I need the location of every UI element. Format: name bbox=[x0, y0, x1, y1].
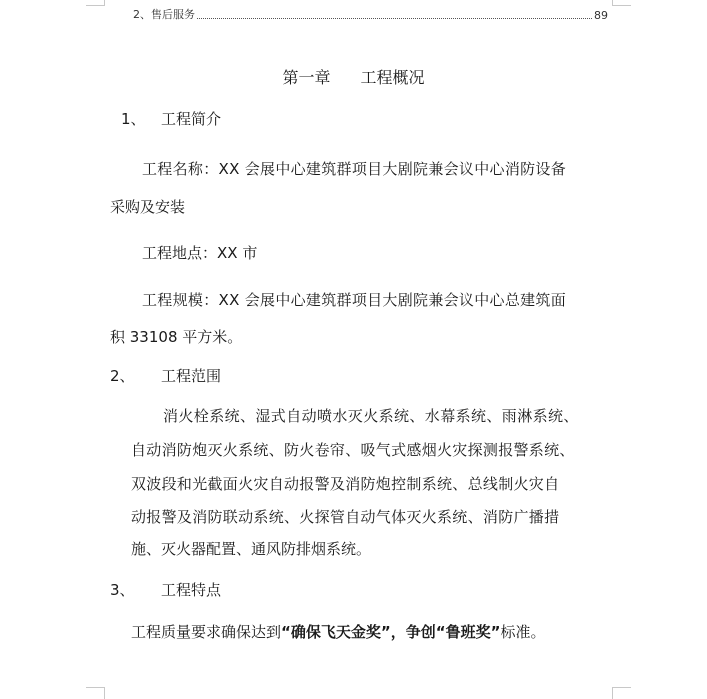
paragraph-line: 积 33108 平方米。 bbox=[110, 328, 243, 346]
section-title: 工程特点 bbox=[161, 581, 222, 599]
section-number: 3、 bbox=[110, 581, 135, 599]
chapter-number: 第一章 bbox=[282, 68, 331, 87]
section-number: 1、 bbox=[121, 110, 146, 128]
page-corner-mark bbox=[86, 687, 105, 699]
toc-leader-dots bbox=[197, 18, 592, 19]
quality-separator: ， bbox=[390, 623, 406, 641]
quality-award-1: “确保飞天金奖” bbox=[281, 623, 391, 641]
chapter-heading bbox=[0, 68, 707, 88]
paragraph-line: 自动消防炮灭火系统、防火卷帘、吸气式感烟火灾探测报警系统、 bbox=[131, 441, 575, 459]
paragraph-line: 采购及安装 bbox=[110, 198, 186, 216]
toc-entry-page: 89 bbox=[594, 9, 608, 22]
quality-suffix: 标准。 bbox=[500, 623, 546, 641]
page-corner-mark bbox=[86, 0, 105, 6]
paragraph-line: 消火栓系统、湿式自动喷水灭火系统、水幕系统、雨淋系统、 bbox=[163, 407, 579, 425]
quality-requirement-line bbox=[131, 622, 545, 642]
paragraph-line: 工程名称：XX 会展中心建筑群项目大剧院兼会议中心消防设备 bbox=[142, 160, 567, 178]
page-corner-mark bbox=[612, 0, 631, 6]
section-number: 2、 bbox=[110, 367, 135, 385]
toc-entry[interactable] bbox=[133, 6, 608, 22]
paragraph-line: 工程地点：XX 市 bbox=[142, 244, 258, 262]
paragraph-line: 动报警及消防联动系统、火探管自动气体灭火系统、消防广播措 bbox=[131, 508, 560, 526]
section-title: 工程简介 bbox=[161, 110, 222, 128]
page-corner-mark bbox=[612, 687, 631, 699]
toc-entry-label: 2、售后服务 bbox=[133, 8, 195, 21]
section-heading bbox=[121, 109, 146, 129]
quality-award-2: 争创“鲁班奖” bbox=[405, 623, 501, 641]
paragraph-line: 双波段和光截面火灾自动报警及消防炮控制系统、总线制火灾自 bbox=[131, 475, 560, 493]
quality-prefix: 工程质量要求确保达到 bbox=[131, 623, 282, 641]
paragraph-line: 工程规模：XX 会展中心建筑群项目大剧院兼会议中心总建筑面 bbox=[142, 291, 567, 309]
paragraph-line: 施、灭火器配置、通风防排烟系统。 bbox=[131, 540, 372, 558]
chapter-title: 工程概况 bbox=[360, 68, 425, 87]
section-title: 工程范围 bbox=[161, 367, 222, 385]
